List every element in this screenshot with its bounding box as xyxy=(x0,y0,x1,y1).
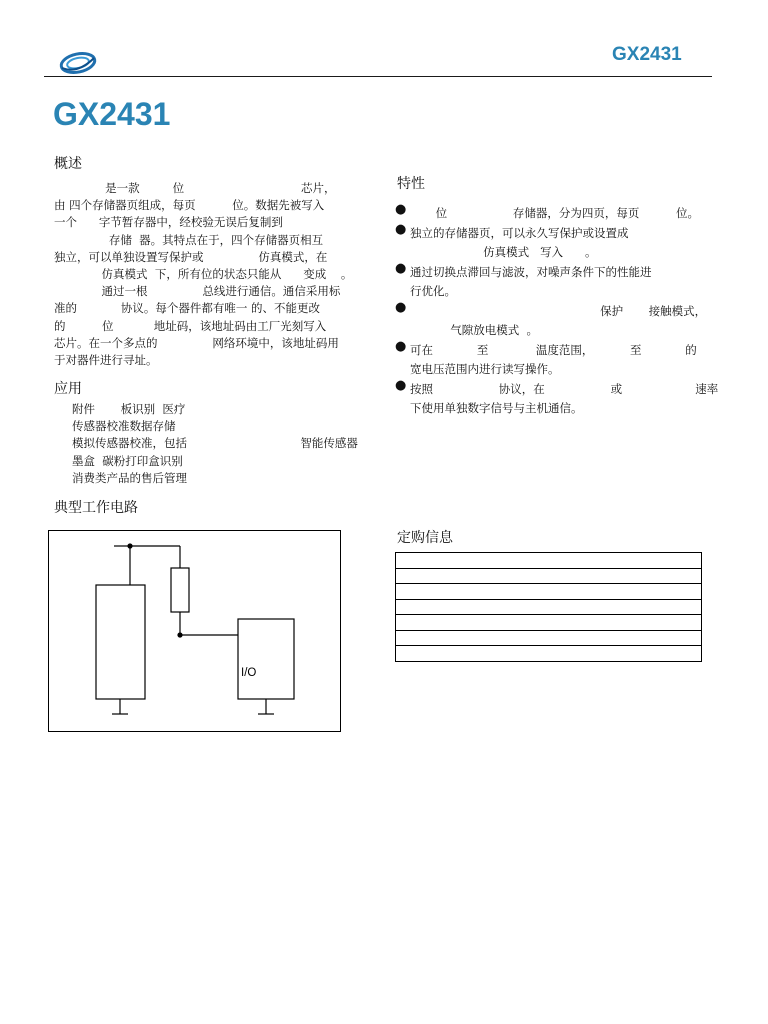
table-row xyxy=(396,630,702,646)
table-cell xyxy=(396,599,702,615)
header-part-number: GX2431 xyxy=(612,44,682,65)
overview-line: 是一款 位 芯片， xyxy=(54,181,336,195)
bullet-icon: ● xyxy=(395,221,407,237)
table-cell xyxy=(396,646,702,662)
table-row xyxy=(396,646,702,662)
bullet-icon: ● xyxy=(395,260,407,276)
table-cell xyxy=(396,615,702,631)
feature-line xyxy=(395,397,715,417)
feature-text: 保护 接触模式， xyxy=(410,303,707,318)
application-item: 消费类产品的售后管理 xyxy=(72,470,187,485)
overview-line: 存储 器。其特点在于，四个存储器页相互 xyxy=(54,232,324,247)
features-heading: 特性 xyxy=(397,176,425,192)
overview-body xyxy=(54,180,352,369)
overview-line: 仿真模式 下，所有位的状态只能从 变成 。 xyxy=(54,267,353,282)
table-row xyxy=(396,553,702,569)
feature-line xyxy=(395,202,715,222)
feature-text: 行优化。 xyxy=(410,284,456,298)
overview-line: 芯片。在一个多点的 网络环境中，该地址码用 xyxy=(54,335,339,350)
application-item: 传感器校准数据存储 xyxy=(72,419,176,434)
feature-text: 位 存储器，分为四页，每页 位。 xyxy=(410,206,699,220)
feature-line xyxy=(395,358,715,378)
ordering-table xyxy=(395,552,702,662)
overview-line: 于对器件进行寻址。 xyxy=(54,353,158,368)
feature-line xyxy=(395,222,715,242)
feature-line xyxy=(395,261,715,281)
overview-heading: 概述 xyxy=(54,156,82,172)
feature-line xyxy=(395,280,715,300)
io-pin-label: I/O xyxy=(241,667,257,679)
typical-circuit-diagram xyxy=(48,530,341,732)
feature-text: 可在 至 温度范围， 至 的 xyxy=(410,342,697,357)
ordering-heading: 定购信息 xyxy=(397,530,453,546)
overview-line: 准的 协议。每个器件都有唯一 的、不能更改 xyxy=(54,301,321,316)
feature-text: 宽电压范围内进行读写操作。 xyxy=(410,362,560,376)
overview-line: 的 位 地址码，该地址码由工厂光刻写入 xyxy=(54,318,327,333)
company-logo-icon xyxy=(58,50,98,76)
feature-line xyxy=(395,319,715,339)
application-item: 墨盒 碳粉打印盒识别 xyxy=(72,453,183,468)
bullet-icon: ● xyxy=(395,202,407,217)
feature-line xyxy=(395,377,719,398)
feature-text: 仿真模式 写入 。 xyxy=(410,245,597,259)
header-divider xyxy=(44,76,712,77)
overview-line: 由 四个存储器页组成，每页 位。数据先被写入 xyxy=(54,198,325,213)
table-row xyxy=(396,568,702,584)
applications-list xyxy=(72,401,358,487)
feature-line xyxy=(395,241,715,261)
overview-line: 通过一根 总线进行通信。通信采用标 xyxy=(54,284,341,299)
table-cell xyxy=(396,630,702,646)
table-cell xyxy=(396,553,702,569)
circuit-heading: 典型工作电路 xyxy=(54,500,138,516)
feature-text: 下使用单独数字信号与主机通信。 xyxy=(410,401,583,415)
table-row xyxy=(396,584,702,600)
table-cell xyxy=(396,568,702,584)
feature-text: 通过切换点滞回与滤波，对噪声条件下的性能进 xyxy=(410,264,652,279)
feature-line xyxy=(395,300,715,320)
feature-text: 气隙放电模式 。 xyxy=(410,323,539,337)
bullet-icon: ● xyxy=(395,377,407,393)
application-item: 模拟传感器校准，包括 智能传感器 xyxy=(72,436,358,451)
feature-line xyxy=(395,339,715,359)
bullet-icon: ● xyxy=(395,338,407,354)
overview-line: 一个 字节暂存器中，经校验无误后复制到 xyxy=(54,215,283,230)
document-title: GX2431 xyxy=(53,96,171,132)
overview-line: 独立，可以单独设置写保护或 仿真模式，在 xyxy=(54,249,328,264)
applications-heading: 应用 xyxy=(54,381,82,397)
application-item: 附件 板识别 医疗 xyxy=(72,402,186,416)
table-cell xyxy=(396,584,702,600)
feature-text: 独立的存储器页，可以永久写保护或设置成 xyxy=(410,225,629,240)
bullet-icon: ● xyxy=(395,299,407,315)
table-row xyxy=(396,599,702,615)
table-row xyxy=(396,615,702,631)
features-list xyxy=(395,202,719,417)
feature-text: 按照 协议，在 或 速率 xyxy=(410,381,719,396)
